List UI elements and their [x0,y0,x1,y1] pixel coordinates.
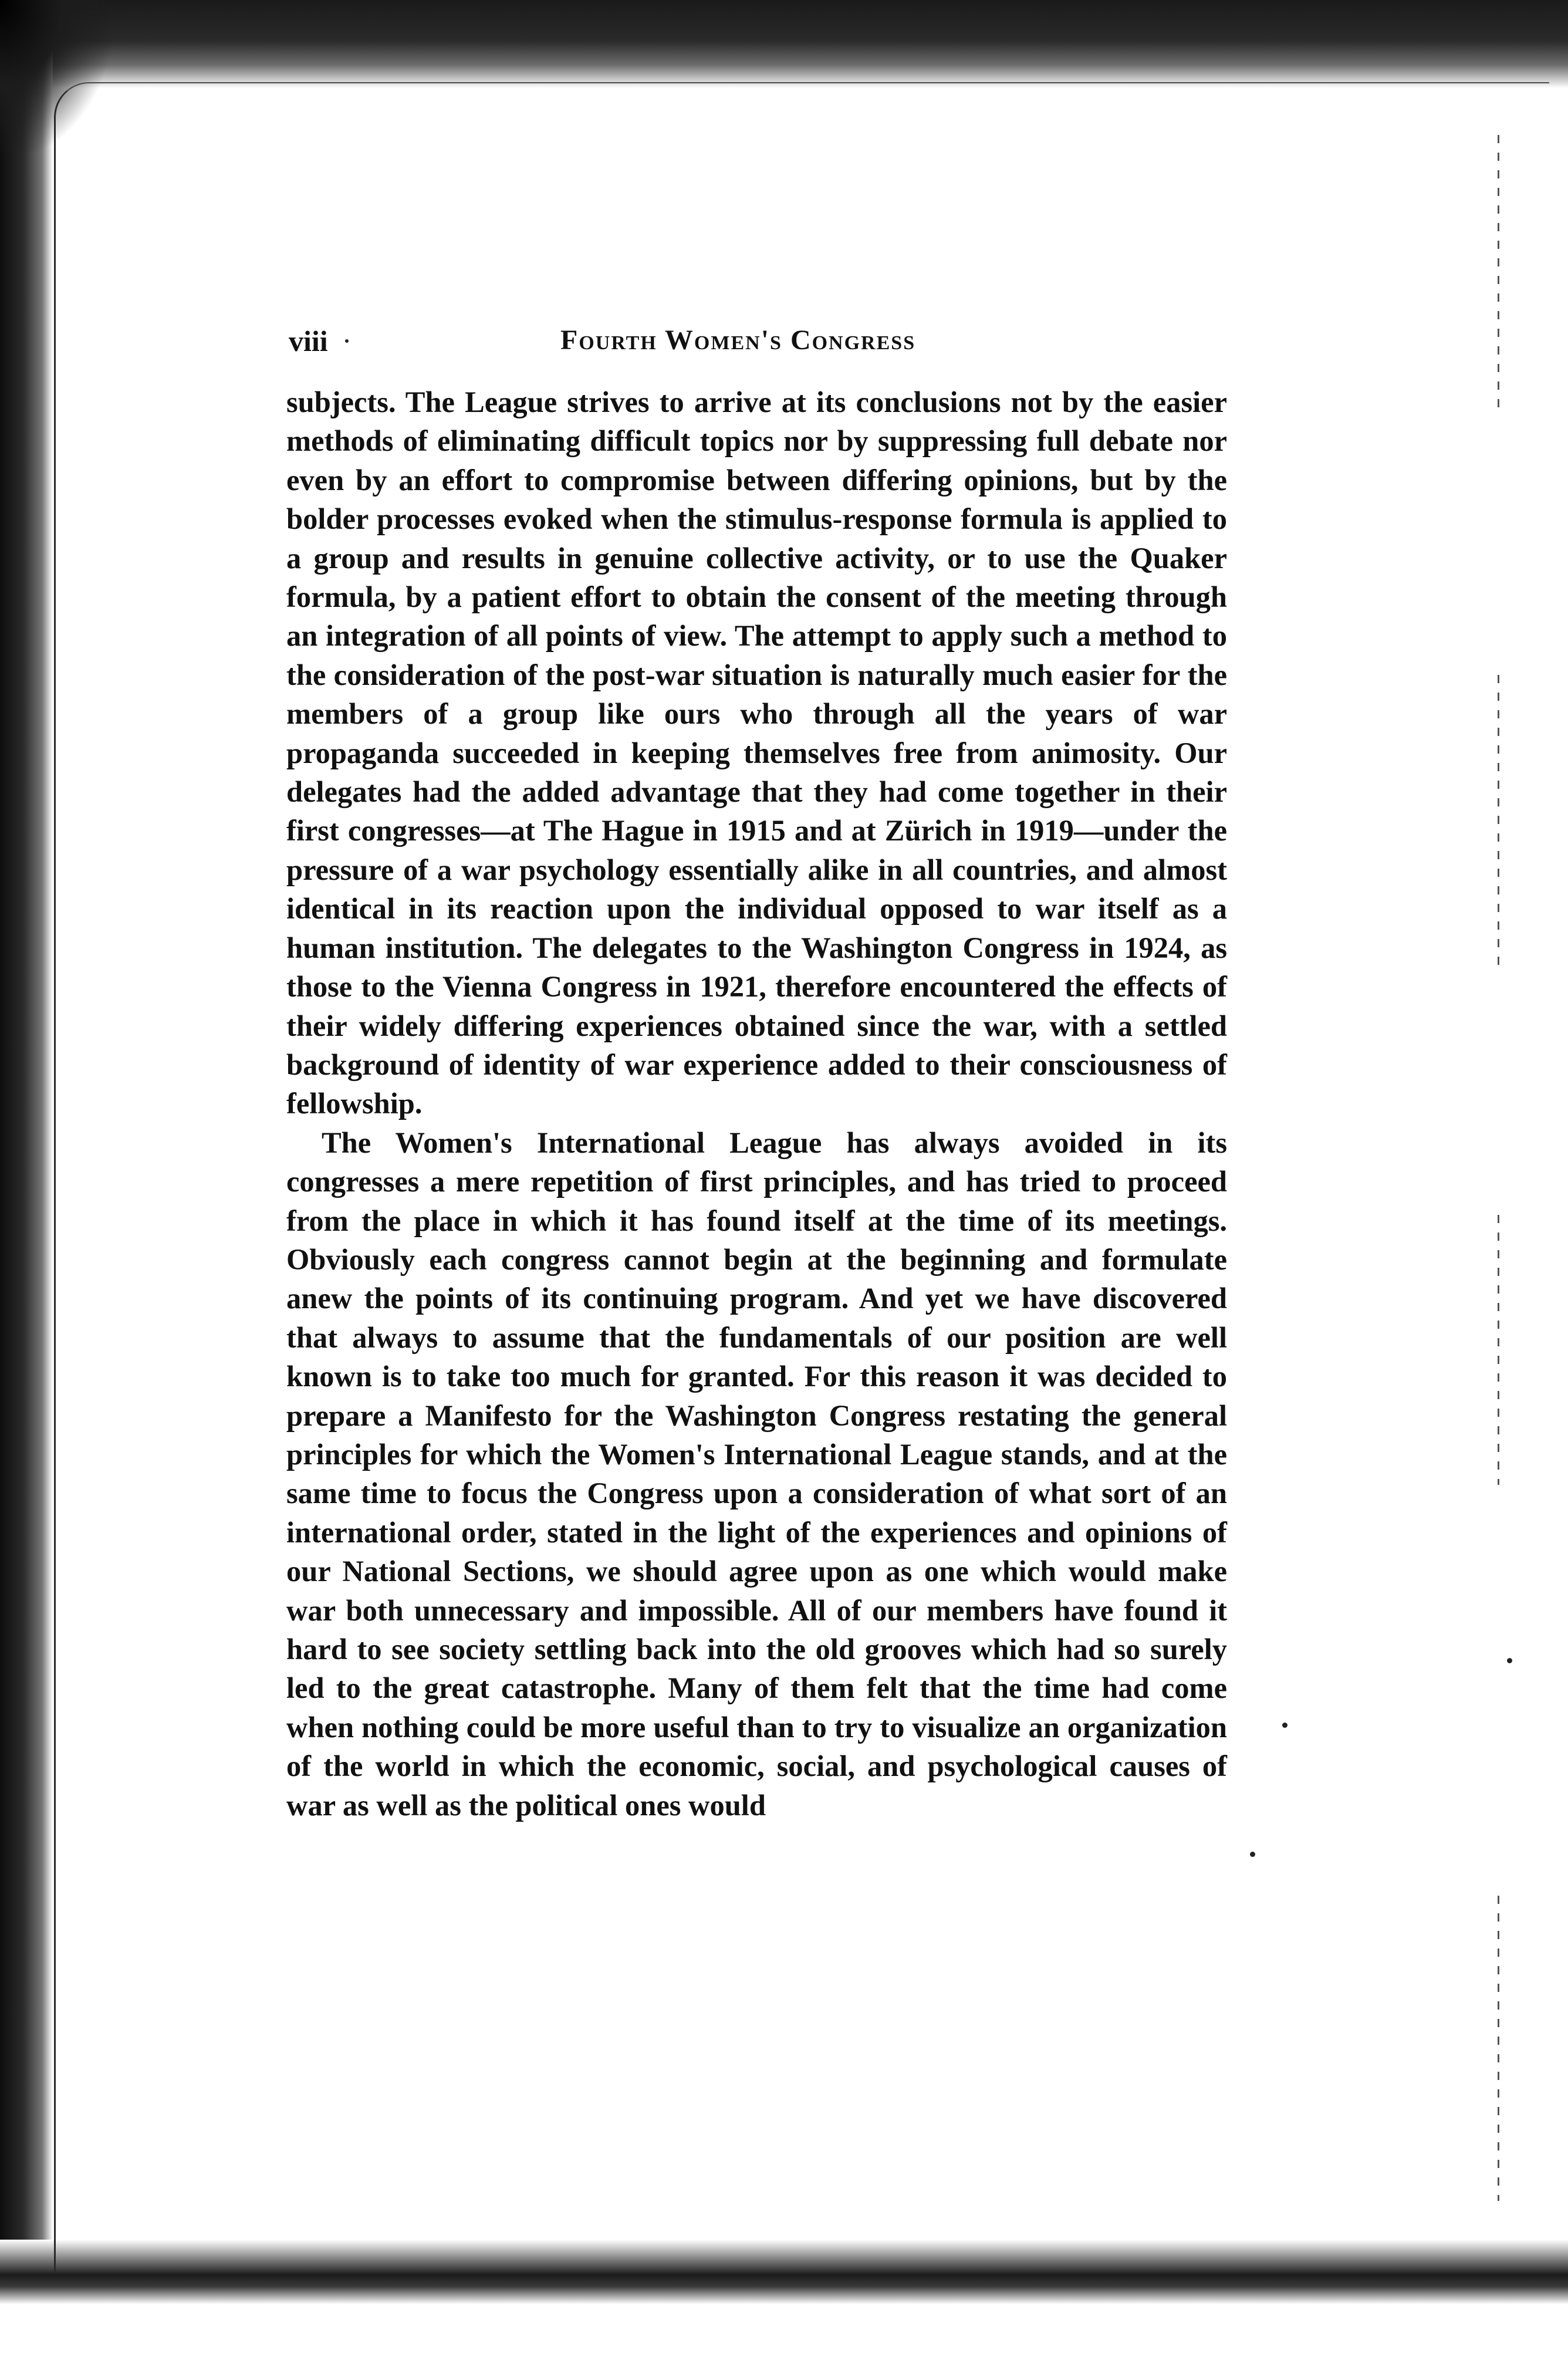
body-text [286,383,1227,1825]
scan-speck [1250,1852,1255,1857]
paragraph: The Women's International League has always avoided in its congresses a mere repetition of first principles, and has tried to proceed from the place in which it has found itself at the time of its meetings. Obviously each congress cannot begin at the beginning and formulate anew the points of its continuing program. And yet we have discovered that always to assume that the fundamentals of our position are well known is to take too much for granted. For this reason it was decided to prepare a Manifesto for the Washington Congress restating the general principles for which the Women's International League stands, and at the same time to focus the Congress upon a consideration of what sort of an international order, stated in the light of the experiences and opinions of our National Sections, we should agree upon as one which would make war both unnecessary and impossible. All of our members have found it hard to see society settling back into the old grooves which had so surely led to the great catastrophe. Many of them felt that the time had come when nothing could be more useful than to try to visualize an organization of the world in which the economic, social, and psychological causes of war as well as the political ones would [286,1126,1227,1822]
page-number: viii [289,325,328,357]
paragraph: subjects. The League strives to arrive at its conclusions not by the easier methods of eliminating difficult topics nor by suppressing full debate nor even by an effort to compromise between differing opinions, but by the bolder processes evoked when the stimulus-response formula is applied to a group and results in genuine collective activity, or to use the Quaker formula, by a patient effort to obtain the consent of the meeting through an integration of all points of view. The attempt to apply such a method to the consideration of the post-war situation is naturally much easier for the members of a group like ours who through all the years of war propaganda succeeded in keeping themselves free from animosity. Our delegates had the added advantage that they had come together in their first congresses—at The Hague in 1915 and at Zürich in 1919—under the pressure of a war psychology essentially alike in all countries, and almost identical in its reaction upon the individual opposed to war itself as a human institution. The delegates to the Washington Congress in 1924, as those to the Vienna Congress in 1921, therefore encountered the effects of their widely differing experiences obtained since the war, with a settled background of identity of war experience added to their consciousness of fellowship. [286,386,1227,1120]
page-header [289,324,1228,371]
margin-mark [1498,675,1499,968]
margin-mark [1498,135,1499,411]
margin-mark [1498,1215,1499,1485]
scan-left-shadow [0,0,53,2357]
margin-mark [1498,1896,1499,2201]
running-head: Fourth Women's Congress [560,325,916,356]
scan-speck [1282,1723,1287,1728]
scan-speck [1507,1658,1512,1663]
scan-top-shadow [0,0,1568,88]
